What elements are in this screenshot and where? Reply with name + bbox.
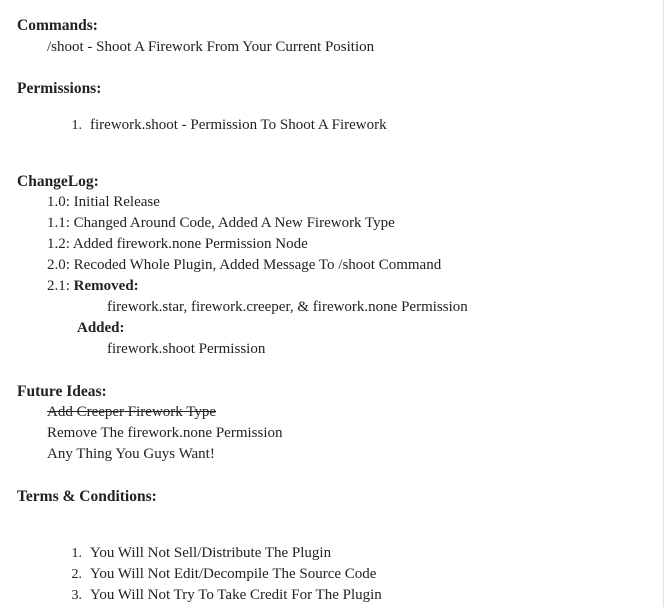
- changelog-version: 2.0:: [47, 257, 70, 273]
- changelog-removed-items: firework.star, firework.creeper, & firework.none Permission: [107, 299, 468, 315]
- changelog-entry: [47, 194, 160, 211]
- permission-list-item: [60, 117, 387, 134]
- changelog-version: 1.2:: [47, 236, 70, 252]
- future-ideas-heading: Future Ideas:: [17, 383, 107, 400]
- terms-text: You Will Not Edit/Decompile The Source Code: [90, 566, 377, 582]
- terms-list-item: [60, 587, 382, 604]
- future-idea-item-struck: Add Creeper Firework Type: [47, 404, 217, 420]
- terms-list-item: [60, 545, 331, 562]
- changelog-text: Changed Around Code, Added A New Firework Type: [69, 215, 395, 231]
- list-number: 3.: [71, 588, 82, 603]
- future-idea-item: Any Thing You Guys Want!: [47, 446, 215, 462]
- list-number: 1.: [71, 546, 82, 561]
- changelog-entry: [47, 257, 441, 274]
- list-number: 2.: [71, 567, 82, 582]
- terms-list-item: [60, 566, 376, 583]
- list-number: 1.: [71, 118, 82, 133]
- changelog-entry: [47, 236, 308, 253]
- terms-heading: Terms & Conditions:: [17, 488, 157, 505]
- changelog-text: Added firework.none Permission Node: [69, 236, 308, 252]
- permission-text: firework.shoot - Permission To Shoot A Firework: [90, 117, 387, 133]
- changelog-removed-label: Removed:: [69, 278, 139, 294]
- commands-heading: Commands:: [17, 17, 98, 34]
- future-idea-item: Remove The firework.none Permission: [47, 425, 283, 441]
- changelog-added-items: firework.shoot Permission: [107, 341, 266, 357]
- terms-text: You Will Not Try To Take Credit For The Plugin: [90, 587, 382, 603]
- changelog-entry: [47, 278, 139, 295]
- changelog-text: Initial Release: [69, 194, 160, 210]
- changelog-added-label: Added:: [77, 320, 125, 336]
- permissions-heading: Permissions:: [17, 80, 102, 97]
- changelog-text: Recoded Whole Plugin, Added Message To /shoot Command: [69, 257, 442, 273]
- terms-text: You Will Not Sell/Distribute The Plugin: [90, 545, 332, 561]
- changelog-heading: ChangeLog:: [17, 173, 99, 190]
- changelog-entry: [47, 215, 395, 232]
- changelog-version: 1.1:: [47, 215, 70, 231]
- changelog-version: 1.0:: [47, 194, 70, 210]
- command-item: /shoot - Shoot A Firework From Your Current Position: [47, 39, 375, 55]
- changelog-version: 2.1:: [47, 278, 70, 294]
